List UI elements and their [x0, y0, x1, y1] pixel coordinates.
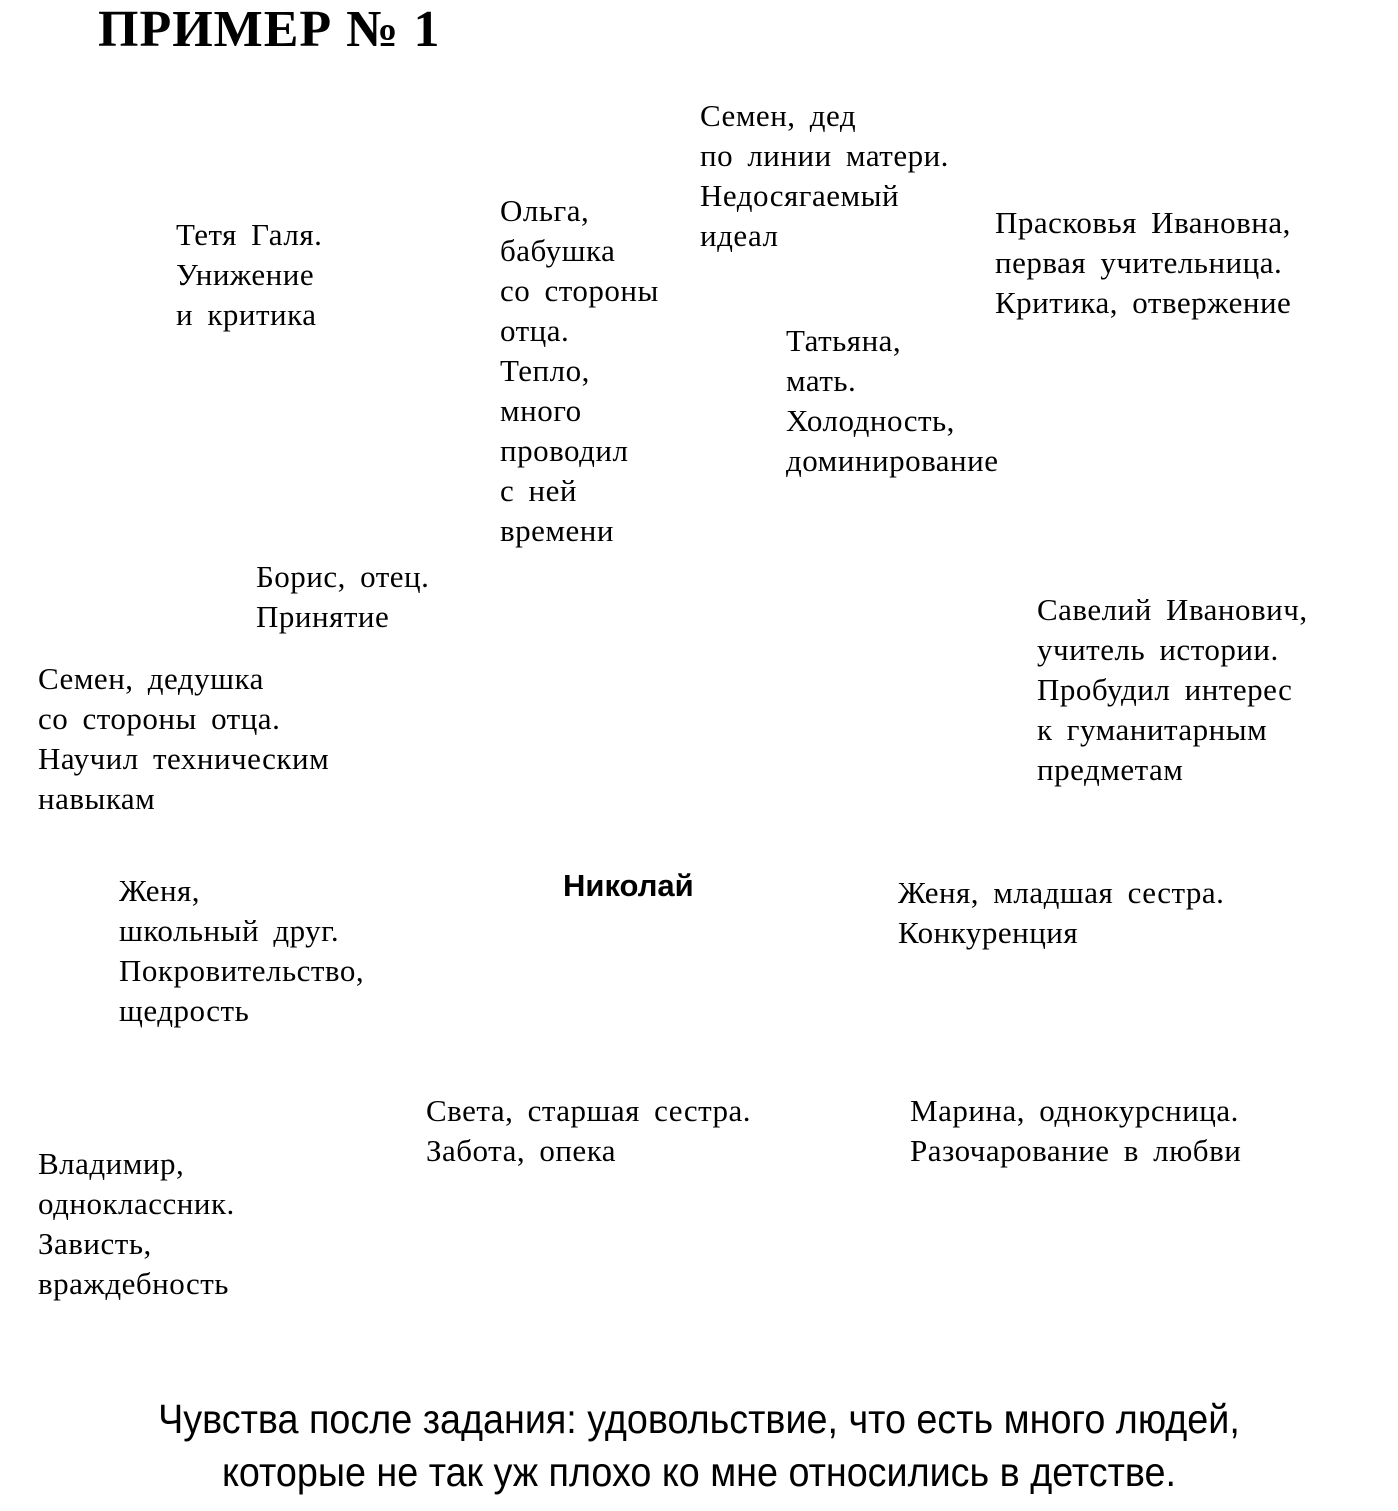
person-semen-maternal-grandfather [700, 96, 949, 256]
text-line: Прасковья Ивановна, [995, 205, 1291, 240]
text-line: идеал [700, 218, 779, 253]
center-person-name: Николай [563, 868, 694, 903]
summary-line: Чувства после задания: удовольствие, что есть много людей, [158, 1396, 1240, 1442]
text-line: со стороны отца. [38, 701, 281, 736]
text-line: бабушка [500, 233, 616, 268]
text-line: Света, старшая сестра. [426, 1093, 752, 1128]
text-line: Тепло, [500, 353, 590, 388]
text-line: Покровительство, [119, 953, 365, 988]
feelings-summary [56, 1393, 1342, 1499]
text-line: времени [500, 513, 614, 548]
text-line: учитель истории. [1037, 632, 1279, 667]
text-line: Конкуренция [898, 915, 1079, 950]
text-line: Принятие [256, 599, 390, 634]
text-line: доминирование [786, 443, 999, 478]
text-line: Зависть, [38, 1226, 152, 1261]
text-line: Недосягаемый [700, 178, 900, 213]
text-line: Борис, отец. [256, 559, 430, 594]
person-olga-grandmother [500, 191, 659, 551]
text-line: много [500, 393, 582, 428]
text-line: Савелий Иванович, [1037, 592, 1308, 627]
text-line: враждебность [38, 1266, 229, 1301]
text-line: Ольга, [500, 193, 590, 228]
text-line: школьный друг. [119, 913, 340, 948]
text-line: Татьяна, [786, 323, 902, 358]
text-line: по линии матери. [700, 138, 949, 173]
text-line: Унижение [176, 257, 315, 292]
text-line: Пробудил интерес [1037, 672, 1293, 707]
person-praskovya-teacher [995, 203, 1291, 323]
person-semen-paternal-grandfather [38, 659, 329, 819]
text-line: с ней [500, 473, 577, 508]
person-vladimir-classmate [38, 1144, 235, 1304]
text-line: первая учительница. [995, 245, 1283, 280]
text-line: Семен, дедушка [38, 661, 264, 696]
text-line: навыкам [38, 781, 156, 816]
person-boris-father [256, 557, 429, 637]
summary-line: которые не так уж плохо ко мне относились в детстве. [221, 1449, 1177, 1495]
text-line: и критика [176, 297, 317, 332]
text-line: одноклассник. [38, 1186, 235, 1221]
text-line: Женя, [119, 873, 201, 908]
text-line: к гуманитарным [1037, 712, 1268, 747]
text-line: Женя, младшая сестра. [898, 875, 1225, 910]
text-line: Разочарование в любви [910, 1133, 1242, 1168]
text-line: предметам [1037, 752, 1184, 787]
text-line: проводил [500, 433, 629, 468]
person-saveliy-history-teacher [1037, 590, 1308, 790]
text-line: Марина, однокурсница. [910, 1093, 1239, 1128]
person-tatyana-mother [786, 321, 999, 481]
text-line: Семен, дед [700, 98, 857, 133]
text-line: щедрость [119, 993, 250, 1028]
text-line: Холодность, [786, 403, 955, 438]
person-marina-classmate [910, 1091, 1241, 1171]
person-aunt-galya [176, 215, 322, 335]
person-zhenya-school-friend [119, 871, 364, 1031]
text-line: Критика, отвержение [995, 285, 1292, 320]
person-zhenya-younger-sister [898, 873, 1224, 953]
text-line: Научил техническим [38, 741, 330, 776]
page-title: ПРИМЕР № 1 [98, 1, 441, 58]
text-line: отца. [500, 313, 570, 348]
text-line: Владимир, [38, 1146, 185, 1181]
text-line: Забота, опека [426, 1133, 617, 1168]
text-line: мать. [786, 363, 857, 398]
person-sveta-older-sister [426, 1091, 751, 1171]
text-line: Тетя Галя. [176, 217, 323, 252]
text-line: со стороны [500, 273, 659, 308]
